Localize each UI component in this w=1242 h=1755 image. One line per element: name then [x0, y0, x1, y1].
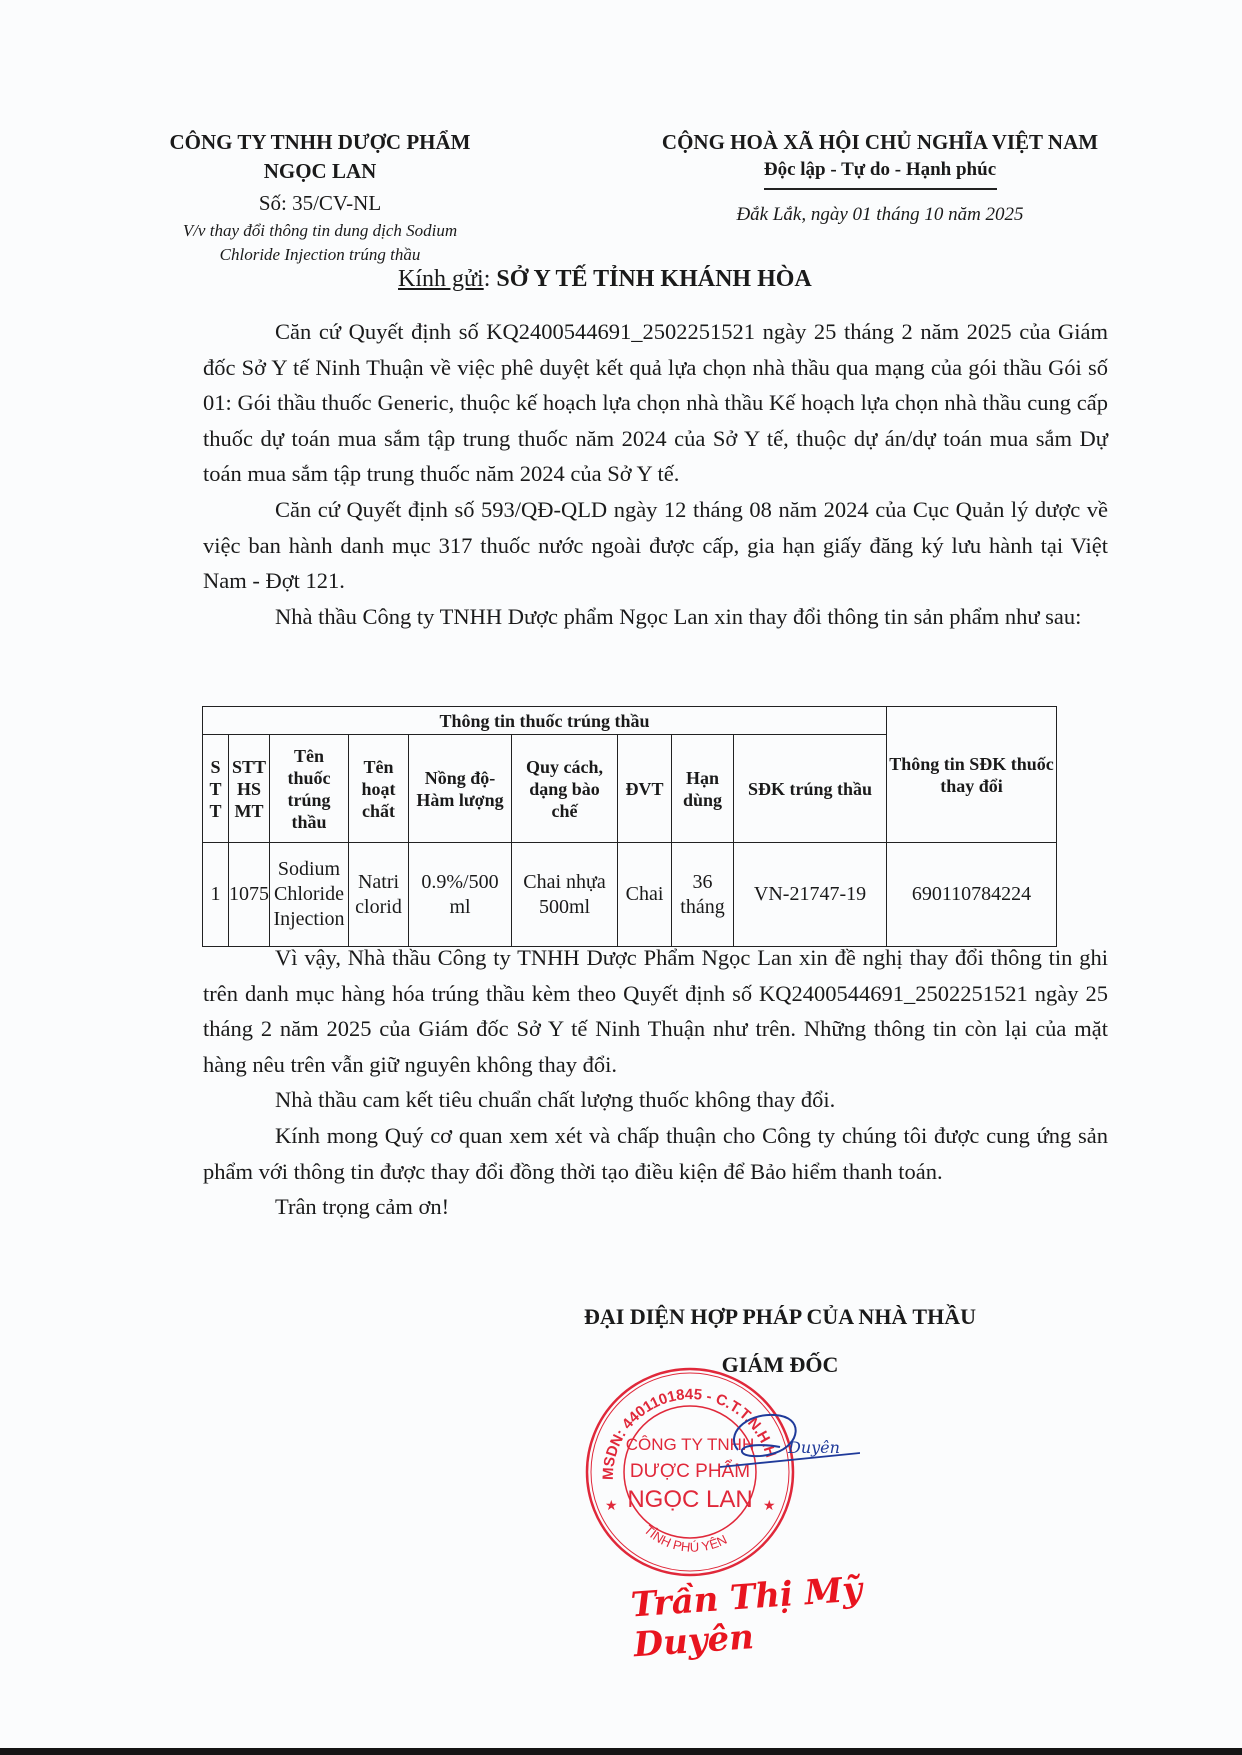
svg-text:DƯỢC PHẨM: DƯỢC PHẨM	[629, 1461, 751, 1482]
cell-active-ingredient: Natri clorid	[349, 843, 409, 947]
paragraph-approval-request: Kính mong Quý cơ quan xem xét và chấp thuận cho Công ty chúng tôi được cung ứng sản phẩm với thông tin được thay đổi đồng thời tạo điều kiện để Bảo hiểm thanh toán.	[203, 1122, 1108, 1184]
recipient-organization: SỞ Y TẾ TỈNH KHÁNH HÒA	[496, 266, 812, 292]
svg-text:CÔNG TY TNHH: CÔNG TY TNHH	[625, 1435, 755, 1454]
document-number: Số: 35/CV-NL	[258, 191, 382, 215]
company-name-line1: CÔNG TY TNHH DƯỢC PHẨM	[169, 130, 471, 154]
paragraph-request-intro: Nhà thầu Công ty TNHH Dược phẩm Ngọc Lan xin thay đổi thông tin sản phẩm như sau:	[275, 603, 1082, 629]
cell-concentration: 0.9%/500 ml	[409, 843, 512, 947]
svg-text:NGỌC LAN: NGỌC LAN	[627, 1486, 753, 1513]
national-header	[630, 128, 1130, 228]
cell-unit: Chai	[618, 843, 672, 947]
col-header-stt-hsmt: STT HS MT	[229, 735, 270, 843]
paragraph-thanks: Trân trọng cảm ơn!	[275, 1194, 450, 1220]
recipient-separator: :	[483, 266, 497, 292]
table-group-header: Thông tin thuốc trúng thầu	[203, 707, 887, 735]
col-header-active-ingredient: Tên hoạt chất	[349, 735, 409, 843]
national-motto: Độc lập - Tự do - Hạnh phúc	[763, 159, 997, 180]
scan-bottom-edge	[0, 1748, 1242, 1755]
svg-text:TỈNH PHÚ YÊN: TỈNH PHÚ YÊN	[641, 1522, 730, 1555]
recipient-line	[398, 263, 812, 295]
signature-block-role: GIÁM ĐỐC	[721, 1352, 839, 1377]
cell-stt: 1	[203, 843, 229, 947]
col-header-concentration: Nồng độ-Hàm lượng	[409, 735, 512, 843]
col-header-expiry: Hạn dùng	[672, 735, 734, 843]
signature-block-title: ĐẠI DIỆN HỢP PHÁP CỦA NHÀ THẦU	[584, 1304, 976, 1329]
paragraph-legal-basis-1: Căn cứ Quyết định số KQ2400544691_2502251521 ngày 25 tháng 2 năm 2025 của Giám đốc Sở Y tế Ninh Thuận về việc phê duyệt kết quả lựa chọn nhà thầu qua mạng của gói thầu Gói số 01: Gói thầu thuốc Generic, thuộc kế hoạch lựa chọn nhà thầu Kế hoạch lựa chọn nhà thầu cung cấp thuốc dự toán mua sắm tập trung thuốc năm 2024 của Sở Y tế, thuộc dự án/dự toán mua sắm Dự toán mua sắm tập trung thuốc năm 2024 của Sở Y tế.	[203, 319, 1108, 487]
body-after-table	[203, 940, 1108, 1225]
motto-underline	[764, 188, 997, 190]
drug-info-table	[202, 706, 1057, 947]
svg-text:★: ★	[605, 1499, 618, 1514]
company-name-line2: NGỌC LAN	[263, 159, 377, 183]
place-date: Đắk Lắk, ngày 01 tháng 10 năm 2025	[736, 203, 1024, 225]
sender-header	[140, 128, 500, 266]
col-header-new-registration: Thông tin SĐK thuốc thay đổi	[887, 707, 1057, 843]
paragraph-quality-commitment: Nhà thầu cam kết tiêu chuẩn chất lượng thuốc không thay đổi.	[275, 1087, 836, 1113]
subject-line1: V/v thay đổi thông tin dung dịch Sodium	[182, 221, 458, 240]
col-header-unit: ĐVT	[618, 735, 672, 843]
subject-line2: Chloride Injection trúng thầu	[219, 245, 421, 264]
cell-stt-hsmt: 1075	[229, 843, 270, 947]
paragraph-change-request: Vì vậy, Nhà thầu Công ty TNHH Dược Phẩm Ngọc Lan xin đề nghị thay đổi thông tin ghi trên danh mục hàng hóa trúng thầu kèm theo Quyết định số KQ2400544691_2502251521 ngày 25 tháng 2 năm 2025 của Giám đốc Sở Y tế Ninh Thuận như trên. Những thông tin còn lại của mặt hàng nêu trên vẫn giữ nguyên không thay đổi.	[203, 945, 1108, 1077]
table-row	[203, 843, 1057, 947]
col-header-drug-name: Tên thuốc trúng thầu	[270, 735, 349, 843]
col-header-packaging: Quy cách, dạng bào chế	[512, 735, 618, 843]
cell-drug-name: Sodium Chloride Injection	[270, 843, 349, 947]
cell-registration: VN-21747-19	[734, 843, 887, 947]
national-title: CỘNG HOÀ XÃ HỘI CHỦ NGHĨA VIỆT NAM	[661, 130, 1099, 154]
col-header-stt: S T T	[203, 735, 229, 843]
handwritten-signature-icon	[720, 1405, 860, 1475]
cell-new-registration: 690110784224	[887, 843, 1057, 947]
svg-text:MSDN: 4401101845 - C.T.T.N.H.H: MSDN: 4401101845 - C.T.T.N.H.H	[599, 1386, 780, 1481]
cell-expiry: 36 tháng	[672, 843, 734, 947]
signer-name: Trần Thị Mỹ Duyên	[629, 1569, 864, 1666]
svg-text:Duyên: Duyên	[788, 1438, 840, 1457]
cell-packaging: Chai nhựa 500ml	[512, 843, 618, 947]
recipient-label: Kính gửi	[398, 266, 484, 292]
body-before-table	[203, 314, 1108, 634]
col-header-registration: SĐK trúng thầu	[734, 735, 887, 843]
paragraph-legal-basis-2: Căn cứ Quyết định số 593/QĐ-QLD ngày 12 tháng 08 năm 2024 của Cục Quản lý dược về việc ban hành danh mục 317 thuốc nước ngoài được cấp, gia hạn giấy đăng ký lưu hành tại Việt Nam - Đợt 121.	[203, 496, 1108, 594]
svg-text:★: ★	[763, 1499, 776, 1514]
